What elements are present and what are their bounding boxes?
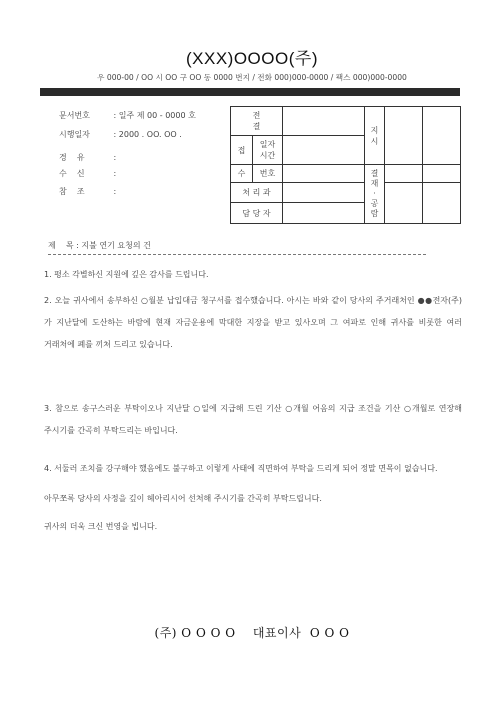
cell-number: 번호 [253,165,283,183]
meta-value: 일주 제 00 - 0000 호 [118,111,196,120]
meta-label: 수 신 [59,169,85,178]
meta-value: 2000 . OO. OO . [118,130,182,139]
paragraph-4: 4. 서둘러 조치를 강구해야 했음에도 불구하고 이렇게 사태에 직면하여 부탁을 드리게 되어 정말 면목이 없습니다. [44,464,438,473]
cell-approval-review: 결 재 · 공 람 [365,165,385,224]
cell-empty [385,183,423,224]
company-title: (XXX)OOOO(주) [186,49,318,68]
paragraph-5: 아무쪼록 당사의 사정을 깊이 헤아리시어 선처해 주시기를 간곡히 부탁드립니다. [44,494,322,503]
cell-empty [423,183,461,224]
cell-empty [283,136,365,165]
cell-jeop: 접 [231,136,253,165]
meta-recipient: 수 신 : [59,169,117,178]
cell-empty [283,107,365,136]
paragraph-2: 2. 오늘 귀사에서 송부하신 ○월분 납입대금 청구서를 접수했습니다. 아시는 바와 같이 당사의 주거래처인 ●●전자(주)가 지난달에 도산하는 바람에 현재 자금운용에 막대한 지장을 받고 있사오며 그 여파로 인해 귀사를 비롯한 여러 거래처에 폐를 끼쳐 드리고 있습니다. [44,296,462,349]
paragraph-3: 3. 참으로 송구스러운 부탁이오나 지난달 ○일에 지급해 드린 기산 ○개월 어음의 지급 조건을 기산 ○개월로 연장해 주시기를 간곡히 부탁드리는 바입니다. [44,404,462,435]
cell-jisi: 지 시 [365,107,385,165]
meta-label: 경 유 [59,153,85,162]
meta-label: 문서번호 [59,111,90,120]
header-divider-bar [40,88,460,96]
cell-empty [283,165,365,183]
paragraph-1: 1. 평소 각별하신 지원에 깊은 감사를 드립니다. [44,270,209,279]
company-address: 우 000-00 / OO 시 OO 구 OO 동 0000 번지 / 전화 000)000-0000 / 팩스 000)000-0000 [97,73,407,82]
subject-divider [48,254,426,255]
cell-empty [385,107,423,165]
subject-line: 제 목 : 지불 연기 요청의 건 [48,241,151,250]
cell-empty [423,107,461,165]
cell-processing-dept: 처 리 과 [231,183,283,203]
meta-label: 참 조 [59,187,85,196]
cell-su: 수 [231,165,253,183]
meta-reference: 참 조 : [59,187,117,196]
cell-empty [423,165,461,183]
approval-table [230,106,461,224]
cell-date-time: 일자 시간 [253,136,283,165]
meta-label: 시행일자 [59,130,90,139]
signature-line: (주) O O O O 대표이사 O O O [154,626,350,640]
meta-doc-number: 문서번호 : 일주 제 00 - 0000 호 [59,111,196,120]
cell-jeongyeol: 전 결 [231,107,283,136]
cell-empty [385,165,423,183]
paragraph-6: 귀사의 더욱 크신 번영을 빕니다. [44,522,158,531]
cell-empty [283,183,365,203]
cell-empty [283,203,365,224]
meta-date: 시행일자 : 2000 . OO. OO . [59,130,182,139]
meta-via: 경 유 : [59,153,117,162]
cell-person-in-charge: 담 당 자 [231,203,283,224]
